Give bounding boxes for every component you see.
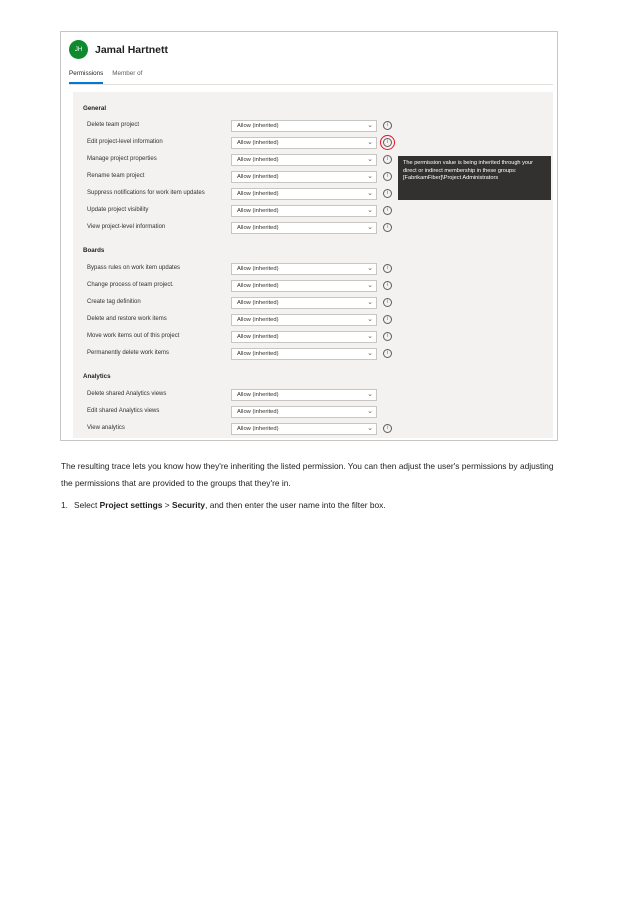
permission-label: Delete shared Analytics views xyxy=(87,391,167,397)
chevron-down-icon: ⌄ xyxy=(367,299,373,306)
dropdown-value: Allow (inherited) xyxy=(237,317,279,323)
permission-dropdown[interactable] xyxy=(231,222,377,234)
info-icon[interactable]: i xyxy=(383,121,392,130)
step-text xyxy=(74,500,386,510)
permission-row xyxy=(73,154,403,167)
info-icon[interactable]: i xyxy=(383,315,392,324)
step-pre: Select xyxy=(74,500,100,510)
info-icon[interactable]: i xyxy=(383,172,392,181)
permission-row xyxy=(73,314,403,327)
dropdown-value: Allow (inherited) xyxy=(237,123,279,129)
tab-permissions[interactable]: Permissions xyxy=(69,70,103,84)
permission-row xyxy=(73,263,403,276)
chevron-down-icon: ⌄ xyxy=(367,282,373,289)
permission-row xyxy=(73,348,403,361)
dropdown-value: Allow (inherited) xyxy=(237,191,279,197)
chevron-down-icon: ⌄ xyxy=(367,425,373,432)
inheritance-tooltip xyxy=(398,156,551,200)
user-name: Jamal Hartnett xyxy=(95,43,168,56)
info-icon[interactable]: i xyxy=(383,298,392,307)
info-icon-highlighted[interactable]: i xyxy=(383,138,392,147)
chevron-down-icon: ⌄ xyxy=(367,173,373,180)
dropdown-value: Allow (inherited) xyxy=(237,140,279,146)
permission-label: Manage project properties xyxy=(87,156,157,162)
permission-row xyxy=(73,389,403,402)
tooltip-text: The permission value is being inherited through your direct or indirect membership in these groups: xyxy=(403,160,533,174)
dropdown-value: Allow (inherited) xyxy=(237,157,279,163)
permission-row xyxy=(73,280,403,293)
permission-dropdown[interactable] xyxy=(231,263,377,275)
info-icon[interactable]: i xyxy=(383,264,392,273)
permission-label: Move work items out of this project xyxy=(87,333,180,339)
section-title-boards: Boards xyxy=(83,247,105,254)
permission-dropdown[interactable] xyxy=(231,120,377,132)
permissions-screenshot xyxy=(60,31,558,441)
info-icon[interactable]: i xyxy=(383,332,392,341)
dropdown-value: Allow (inherited) xyxy=(237,392,279,398)
user-header xyxy=(69,40,168,59)
permission-label: Edit shared Analytics views xyxy=(87,408,160,414)
chevron-down-icon: ⌄ xyxy=(367,350,373,357)
permissions-panel xyxy=(73,92,553,438)
chevron-down-icon: ⌄ xyxy=(367,156,373,163)
permission-label: Delete and restore work items xyxy=(87,316,167,322)
chevron-down-icon: ⌄ xyxy=(367,316,373,323)
section-title-general: General xyxy=(83,105,107,112)
permission-dropdown[interactable] xyxy=(231,331,377,343)
permission-row xyxy=(73,171,403,184)
info-icon[interactable]: i xyxy=(383,424,392,433)
step-item xyxy=(61,500,386,510)
dropdown-value: Allow (inherited) xyxy=(237,351,279,357)
chevron-down-icon: ⌄ xyxy=(367,224,373,231)
permission-dropdown[interactable] xyxy=(231,406,377,418)
body-paragraph: The resulting trace lets you know how they're inheriting the listed permission. You can then adjust the user's permissions by adjusting the permissions that are provided to the groups that they're in. xyxy=(61,461,554,488)
step-bold-project-settings: Project settings xyxy=(99,500,163,510)
chevron-down-icon: ⌄ xyxy=(367,265,373,272)
info-icon[interactable]: i xyxy=(383,189,392,198)
permission-row xyxy=(73,331,403,344)
permission-dropdown[interactable] xyxy=(231,171,377,183)
dropdown-value: Allow (inherited) xyxy=(237,225,279,231)
permission-label: Update project visibility xyxy=(87,207,149,213)
info-icon[interactable]: i xyxy=(383,155,392,164)
info-icon[interactable]: i xyxy=(383,349,392,358)
chevron-down-icon: ⌄ xyxy=(367,190,373,197)
permission-label: Edit project-level information xyxy=(87,139,163,145)
permission-label: Rename team project xyxy=(87,173,145,179)
dropdown-value: Allow (inherited) xyxy=(237,426,279,432)
permission-dropdown[interactable] xyxy=(231,154,377,166)
permission-row xyxy=(73,120,403,133)
permission-row xyxy=(73,222,403,235)
dropdown-value: Allow (inherited) xyxy=(237,409,279,415)
step-separator: > xyxy=(162,500,172,510)
permission-row xyxy=(73,137,403,150)
permission-row xyxy=(73,423,403,436)
permission-dropdown[interactable] xyxy=(231,297,377,309)
dropdown-value: Allow (inherited) xyxy=(237,300,279,306)
permission-label: Bypass rules on work item updates xyxy=(87,265,181,271)
permission-row xyxy=(73,188,403,201)
dropdown-value: Allow (inherited) xyxy=(237,208,279,214)
permission-label: Delete team project xyxy=(87,122,140,128)
chevron-down-icon: ⌄ xyxy=(367,207,373,214)
info-icon[interactable]: i xyxy=(383,206,392,215)
tab-member-of[interactable]: Member of xyxy=(112,70,143,77)
permission-label: Suppress notifications for work item updates xyxy=(87,190,205,196)
chevron-down-icon: ⌄ xyxy=(367,122,373,129)
chevron-down-icon: ⌄ xyxy=(367,391,373,398)
permission-label: View project-level information xyxy=(87,224,166,230)
avatar: JH xyxy=(69,40,88,59)
tab-divider xyxy=(69,84,553,85)
chevron-down-icon: ⌄ xyxy=(367,139,373,146)
chevron-down-icon: ⌄ xyxy=(367,333,373,340)
permission-label: Create tag definition xyxy=(87,299,141,305)
permission-dropdown[interactable] xyxy=(231,348,377,360)
step-bold-security: Security xyxy=(172,500,206,510)
permission-dropdown[interactable] xyxy=(231,188,377,200)
dropdown-value: Allow (inherited) xyxy=(237,334,279,340)
info-icon[interactable]: i xyxy=(383,223,392,232)
permission-label: View analytics xyxy=(87,425,125,431)
permission-dropdown[interactable] xyxy=(231,205,377,217)
info-icon[interactable]: i xyxy=(383,281,392,290)
permission-dropdown[interactable] xyxy=(231,280,377,292)
chevron-down-icon: ⌄ xyxy=(367,408,373,415)
tab-bar xyxy=(69,70,142,84)
permission-label: Change process of team project. xyxy=(87,282,174,288)
tooltip-group: [FabrikamFiber]\Project Administrators xyxy=(403,175,499,182)
dropdown-value: Allow (inherited) xyxy=(237,174,279,180)
step-post: , and then enter the user name into the filter box. xyxy=(205,500,386,510)
permission-row xyxy=(73,406,403,419)
dropdown-value: Allow (inherited) xyxy=(237,283,279,289)
permission-dropdown[interactable] xyxy=(231,389,377,401)
permission-dropdown[interactable] xyxy=(231,137,377,149)
section-title-analytics: Analytics xyxy=(83,373,111,380)
permission-dropdown[interactable] xyxy=(231,423,377,435)
permission-row xyxy=(73,205,403,218)
permission-dropdown[interactable] xyxy=(231,314,377,326)
permission-label: Permanently delete work items xyxy=(87,350,170,356)
permission-row xyxy=(73,297,403,310)
dropdown-value: Allow (inherited) xyxy=(237,266,279,272)
step-number: 1. xyxy=(61,500,68,510)
